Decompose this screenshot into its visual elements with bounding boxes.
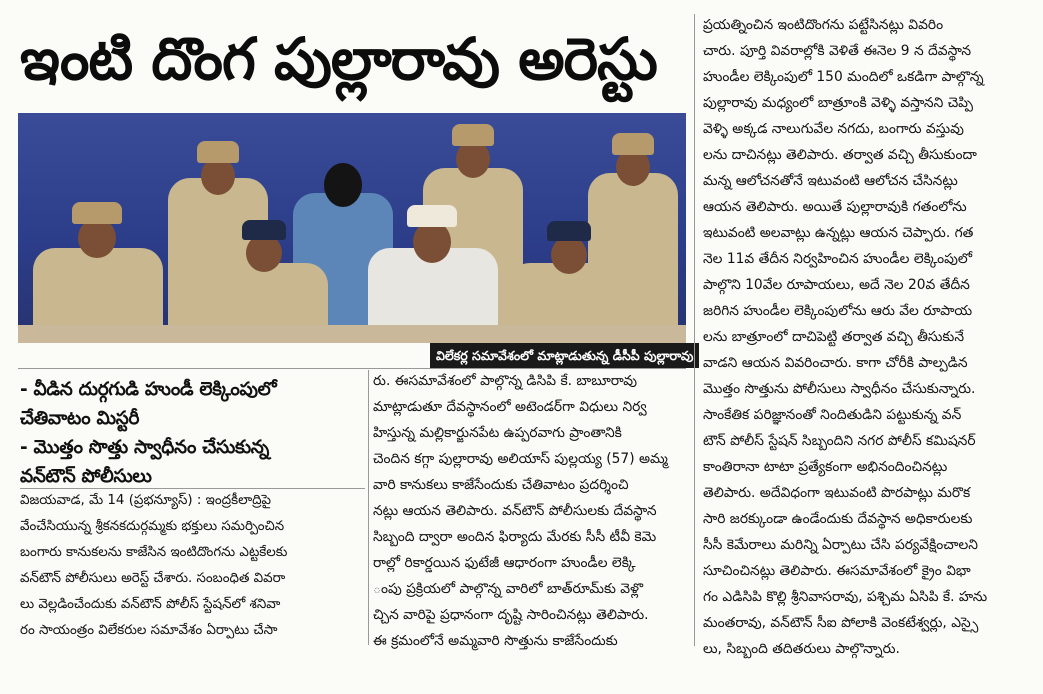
- body-line: విజయవాడ, మే 14 (ప్రభన్యూస్) : ఇంద్రకీలాద్రిపై: [20, 493, 272, 508]
- body-line: చారు. పూర్తి వివరాల్లోకి వెళితే ఈనెల 9 న దేవస్థాన: [703, 43, 972, 59]
- body-line: హిస్తున్న మల్లికార్జునపేట ఉప్పరవాగు ప్రాంతానికి: [373, 425, 622, 441]
- body-line: ప్రయత్నించిన ఇంటిదొంగను పట్టేసినట్లు వివరిం: [703, 17, 944, 33]
- body-line: సారి జరక్కుండా ఉండేందుకు దేవస్థాన అధికారులకు: [703, 511, 973, 527]
- body-line: పాల్గొని 10వేల రూపాయలు, అదే నెల 20వ తేదీన: [703, 277, 970, 293]
- body-line: నట్లు ఆయన తెలిపారు. వన్‌టౌన్ పోలీసులకు దేవస్థాన: [373, 503, 657, 519]
- body-line: బంగారు కానుకలను కాజేసిన ఇంటిదొంగను ఎట్టకేలకు: [20, 545, 288, 560]
- subheading-line: వన్‌టౌన్ పోలీసులు: [20, 466, 152, 487]
- body-line: మన్న ఆలోచనతోనే ఇటువంటి ఆలోచన చేసినట్లు: [703, 173, 958, 189]
- body-line: పుల్లారావు మధ్యంలో బాత్రూంకి వెళ్ళి వస్తానని చెప్పి: [703, 95, 973, 111]
- news-photo: [18, 113, 686, 343]
- body-line: ంపు ప్రక్రియలో పాల్గొన్న వారిలో బాత్‌రూమ్‌కు వెళ్లొ: [373, 581, 644, 597]
- body-line: సిబ్బంది ద్వారా అందిన ఫిర్యాదు మేరకు సీసీ టీవీ కెమె: [373, 529, 657, 545]
- body-line: రం సాయంత్రం విలేకరుల సమావేశం ఏర్పాటు చేసా: [20, 623, 278, 638]
- body-line: చ్చిన వారిపై ప్రధానంగా దృష్టి సారించినట్లు తెలిపారు.: [373, 607, 649, 623]
- body-line: వాడని ఆయన వివరించారు. కాగా చోరీకి పాల్పడిన: [703, 355, 968, 371]
- body-line: మాట్లాడుతూ దేవస్థానంలో అటెండర్‌గా విధులు నిర్వ: [373, 399, 647, 415]
- body-line: సీసీ కెమేరాలు మరిన్ని ఏర్పాటు చేసి పర్యవేక్షించాలని: [703, 537, 978, 553]
- article-column-2: [373, 368, 685, 654]
- body-line: వారి కానుకలు కాజేసేందుకు చేతివాటం ప్రదర్శించి: [373, 477, 629, 493]
- body-line: తెలిపారు. అదేవిధంగా ఇటువంటి పొరపాట్లు మరొక: [703, 485, 971, 501]
- body-line: రాల్లో రికార్డయిన ఫుటేజీ ఆధారంగా హుండీల లెక్కి: [373, 555, 636, 571]
- body-line: ఇటువంటి అలవాట్లు ఉన్నట్లు ఆయన చెప్పారు. గత: [703, 225, 974, 241]
- officer-figure: [28, 198, 168, 343]
- subheadings: [20, 375, 365, 491]
- photo-caption: విలేకర్ల సమావేశంలో మాట్లాడుతున్న డీసీపీ పుల్లారావు: [430, 343, 699, 368]
- body-line: వన్‌టౌన్ పోలీసులు అరెస్ట్ చేశారు. సంబంధిత వివరా: [20, 571, 286, 586]
- body-line: సాంకేతిక పరిజ్ఞానంతో నిందితుడిని పట్టుకున్న వన్: [703, 407, 962, 423]
- body-line: లు వెల్లడించేందుకు వన్‌టౌన్ పోలీస్ స్టేషన్‌లో శనివా: [20, 597, 281, 612]
- body-line: లు, సిబ్బంది తదితరులు పాల్గొన్నారు.: [703, 641, 900, 657]
- headline: ఇంటి దొంగ పుల్లారావు అరెస్టు: [20, 25, 657, 93]
- body-line: జరిగిన హుండీల లెక్కింపులోను ఆరు వేల రూపాయ: [703, 303, 973, 319]
- body-line: ఆయన తెలిపారు. అయితే పుల్లారావుకి గతంలోను: [703, 199, 967, 215]
- body-line: రు. ఈసమావేశంలో పాల్గొన్న డిసిపి కే. బాబూరావు: [373, 373, 638, 389]
- body-line: మొత్తం సొత్తును పోలీసులు స్వాధీనం చేసుకున్నారు.: [703, 381, 976, 397]
- subheading-line: - మొత్తం సొత్తు స్వాధీనం చేసుకున్న: [20, 437, 269, 458]
- body-line: మంతరావు, వన్‌టౌన్ సీఐ పోలాకి వెంకటేశ్వర్లు, ఎస్సై: [703, 615, 979, 631]
- body-line: ఈ క్రమంలోనే అమ్మవారి సొత్తును కాజేసేందుకు: [373, 633, 618, 649]
- body-line: హుండీల లెక్కింపులో 150 మందిలో ఒకడిగా పాల్గొన్న: [703, 69, 984, 85]
- dcp-figure: [363, 203, 503, 343]
- article-column-3: [703, 12, 1029, 662]
- press-table: [18, 325, 686, 343]
- body-line: టౌన్ పోలీస్ స్టేషన్ సిబ్బందిని నగర పోలీస్ కమిషనర్: [703, 433, 976, 449]
- body-line: సూచించినట్లు తెలిపారు. ఈసమావేశంలో క్రైం విభా: [703, 563, 971, 579]
- subheading-line: చేతివాటం మిస్టరీ: [20, 408, 140, 429]
- body-line: నెల 11వ తేదీన నిర్వహించిన హుండీల లెక్కింపులో: [703, 251, 973, 267]
- body-line: కాంతిరానా టాటా ప్రత్యేకంగా అభినందించినట్లు: [703, 459, 948, 475]
- body-line: లను దాచినట్లు తెలిపారు. తర్వాత వచ్చి తీసుకుందా: [703, 147, 977, 163]
- column-rule: [694, 14, 695, 646]
- article-column-1: [20, 488, 372, 644]
- body-line: చెందిన కగ్గా పుల్లారావు అలియాస్ పుల్లయ్య (57) అమ్మ: [373, 451, 668, 467]
- body-line: లను బాత్రూంలో దాచిపెట్టి తర్వాత వచ్చి తీసుకునే: [703, 329, 965, 345]
- subheading-line: - వీడిన దుర్గగుడి హుండీ లెక్కింపులో: [20, 379, 277, 400]
- body-line: వెళ్ళి అక్కడ నాలుగువేల నగదు, బంగారు వస్తువు: [703, 121, 964, 137]
- body-line: గం ఎడిసిపి కొల్లి శ్రీనివాసరావు, పశ్చిమ ఏసిపి కే. హను: [703, 589, 988, 605]
- body-line: వేంచేసియున్న శ్రీకనకదుర్గమ్మకు భక్తులు సమర్పించిన: [20, 519, 285, 534]
